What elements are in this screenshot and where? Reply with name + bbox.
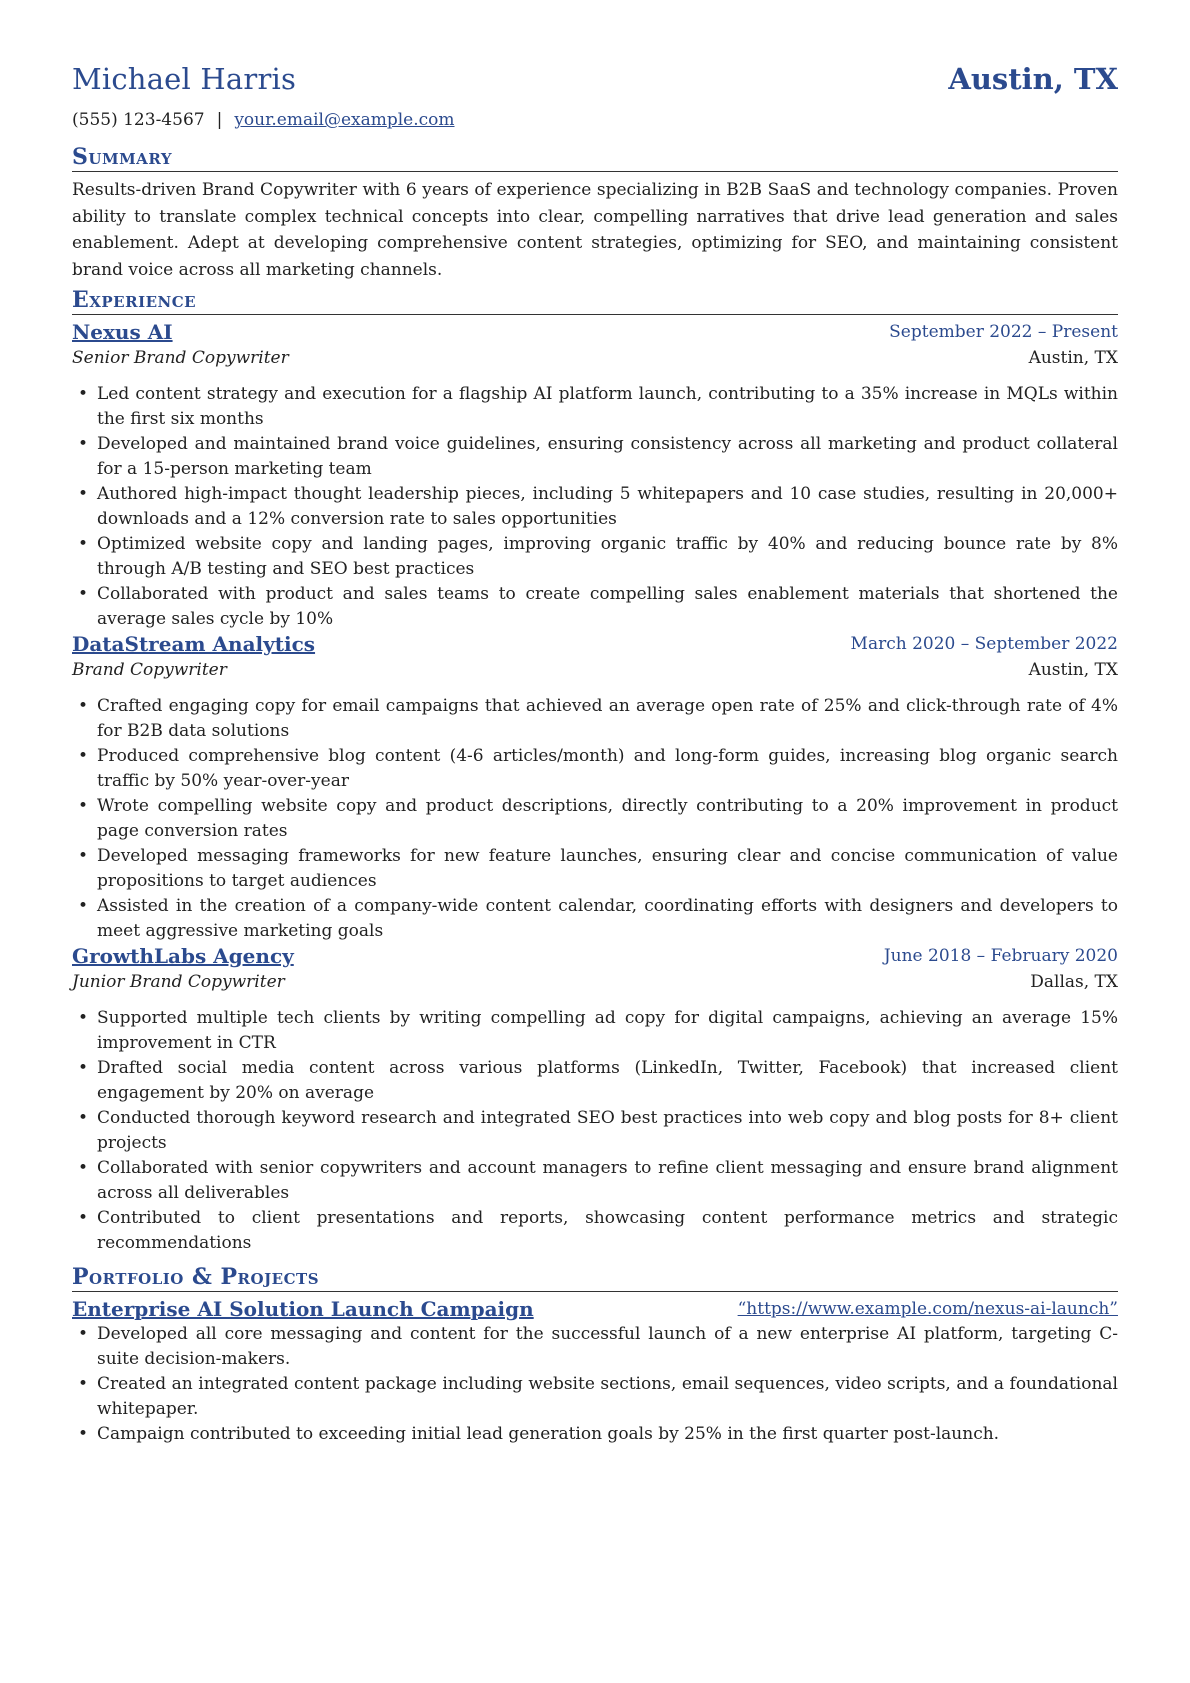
experience-heading: Experience (72, 287, 1118, 315)
summary-heading: Summary (72, 144, 1118, 172)
list-item: • Developed and maintained brand voice guidelines, ensuring consistency across all marketing and product collateral for a 15-person marketing team (72, 432, 1118, 482)
job-bullets (72, 1006, 1118, 1256)
list-item: • Wrote compelling website copy and product descriptions, directly contributing to a 20% improvement in product page conversion rates (72, 794, 1118, 844)
company-link[interactable]: GrowthLabs Agency (72, 944, 294, 968)
list-item: • Developed all core messaging and content for the successful launch of a new enterprise AI platform, targeting C-suite decision-makers. (72, 1322, 1118, 1372)
company-link[interactable]: Nexus AI (72, 320, 173, 344)
job-role-row (72, 972, 1118, 998)
list-item: • Produced comprehensive blog content (4-6 articles/month) and long-form guides, increasing blog organic search traffic by 50% year-over-year (72, 744, 1118, 794)
job-role: Brand Copywriter (72, 660, 227, 680)
project-bullets (72, 1322, 1118, 1447)
job-dates: March 2020 – September 2022 (850, 634, 1118, 654)
list-item: • Created an integrated content package including website sections, email sequences, video scripts, and a foundational whitepaper. (72, 1372, 1118, 1422)
job-header (72, 320, 1118, 347)
job-bullets (72, 694, 1118, 944)
list-item: • Led content strategy and execution for a flagship AI platform launch, contributing to a 35% increase in MQLs within the first six months (72, 382, 1118, 432)
company-link[interactable]: DataStream Analytics (72, 632, 316, 656)
job-bullets (72, 382, 1118, 632)
job-dates: June 2018 – February 2020 (883, 946, 1118, 966)
list-item: • Supported multiple tech clients by writing compelling ad copy for digital campaigns, achieving an average 15% improvement in CTR (72, 1006, 1118, 1056)
job-role-row (72, 348, 1118, 374)
list-item: • Assisted in the creation of a company-wide content calendar, coordinating efforts with designers and developers to meet aggressive marketing goals (72, 894, 1118, 944)
header (72, 62, 1118, 102)
candidate-city: Austin, TX (948, 62, 1118, 96)
job-role-row (72, 660, 1118, 686)
project-header (72, 1297, 1118, 1324)
summary-text: Results-driven Brand Copywriter with 6 years of experience specializing in B2B SaaS and technology companies. Proven ability to translate complex technical concepts into clear, compelling narratives that drive lead generation and sales enablement. Adept at developing comprehensive content strategies, optimizing for SEO, and maintaining consistent brand voice across all marketing channels. (72, 180, 1118, 280)
job-header (72, 944, 1118, 971)
email-link[interactable]: your.email@example.com (234, 110, 455, 130)
job-header (72, 632, 1118, 659)
job-location: Dallas, TX (1030, 972, 1118, 992)
contact-separator: | (216, 110, 223, 130)
list-item: • Authored high-impact thought leadership pieces, including 5 whitepapers and 10 case studies, resulting in 20,000+ downloads and a 12% conversion rate to sales opportunities (72, 482, 1118, 532)
job-location: Austin, TX (1028, 348, 1118, 368)
job-location: Austin, TX (1028, 660, 1118, 680)
job-role: Junior Brand Copywriter (72, 972, 285, 992)
list-item: • Optimized website copy and landing pages, improving organic traffic by 40% and reducing bounce rate by 8% through A/B testing and SEO best practices (72, 532, 1118, 582)
contact-line (72, 110, 455, 130)
project-title-link[interactable]: Enterprise AI Solution Launch Campaign (72, 1297, 534, 1321)
list-item: • Conducted thorough keyword research and integrated SEO best practices into web copy and blog posts for 8+ client projects (72, 1106, 1118, 1156)
list-item: • Drafted social media content across various platforms (LinkedIn, Twitter, Facebook) that increased client engagement by 20% on average (72, 1056, 1118, 1106)
list-item: • Collaborated with senior copywriters and account managers to refine client messaging and ensure brand alignment across all deliverables (72, 1156, 1118, 1206)
phone-number: (555) 123-4567 (72, 110, 205, 130)
job-role: Senior Brand Copywriter (72, 348, 289, 368)
list-item: • Campaign contributed to exceeding initial lead generation goals by 25% in the first quarter post-launch. (72, 1422, 1118, 1447)
list-item: • Developed messaging frameworks for new feature launches, ensuring clear and concise communication of value propositions to target audiences (72, 844, 1118, 894)
candidate-name: Michael Harris (72, 62, 297, 96)
list-item: • Crafted engaging copy for email campaigns that achieved an average open rate of 25% and click-through rate of 4% for B2B data solutions (72, 694, 1118, 744)
portfolio-heading: Portfolio & Projects (72, 1264, 1118, 1292)
list-item: • Collaborated with product and sales teams to create compelling sales enablement materials that shortened the average sales cycle by 10% (72, 582, 1118, 632)
job-dates: September 2022 – Present (889, 322, 1118, 342)
list-item: • Contributed to client presentations and reports, showcasing content performance metrics and strategic recommendations (72, 1206, 1118, 1256)
project-url-link[interactable]: “https://www.example.com/nexus-ai-launch” (737, 1299, 1118, 1319)
